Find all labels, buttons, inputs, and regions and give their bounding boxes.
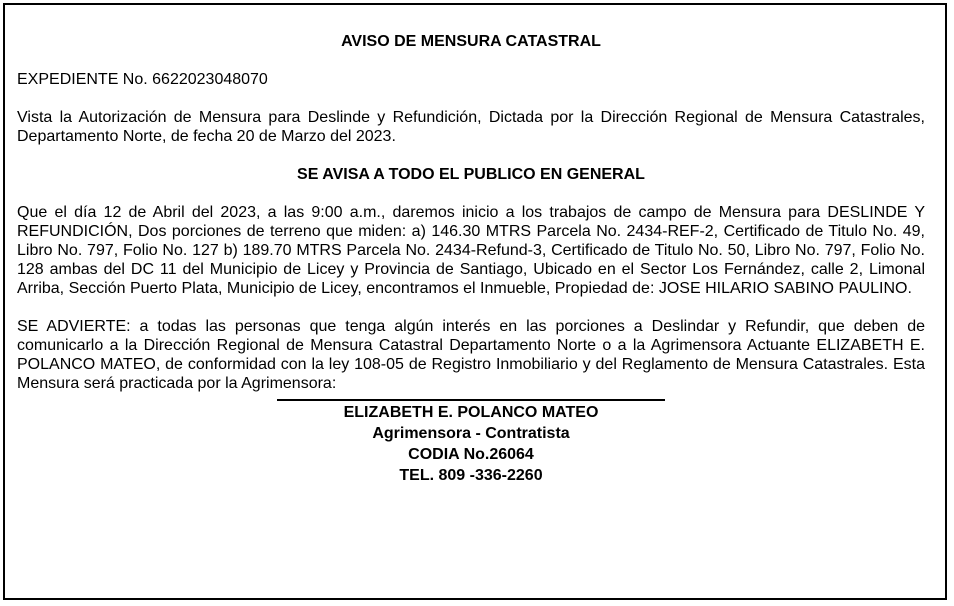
- notice-content: [17, 32, 925, 486]
- codia-number: CODIA No.26064: [408, 446, 534, 463]
- surveyor-name: ELIZABETH E. POLANCO MATEO: [343, 404, 599, 421]
- signature-block: [17, 402, 925, 486]
- signature-line: [277, 399, 665, 401]
- surveyor-role: Agrimensora - Contratista: [372, 425, 570, 442]
- survey-details-paragraph: Que el día 12 de Abril del 2023, a las 9:00 a.m., daremos inicio a los trabajos de campo de Mensura para DESLINDE Y REFUNDICIÓN, Dos porciones de terreno que miden: a) 146.30 MTRS Parcela No. 2434-REF-2, Certificado de Titulo No. 49, Libro No. 797, Folio No. 127 b) 189.70 MTRS Parcela No. 2434-Refund-3, Certificado de Titulo No. 50, Libro No. 797, Folio No. 128 ambas del DC 11 del Municipio de Licey y Provincia de Santiago, Ubicado en el Sector Los Fernández, calle 2, Limonal Arriba, Sección Puerto Plata, Municipio de Licey, encontramos el Inmueble, Propiedad de: JOSE HILARIO SABINO PAULINO.: [17, 204, 925, 297]
- notice-title: AVISO DE MENSURA CATASTRAL: [341, 33, 601, 50]
- public-notice-heading: SE AVISA A TODO EL PUBLICO EN GENERAL: [297, 166, 645, 183]
- authorization-paragraph: Vista la Autorización de Mensura para Deslinde y Refundición, Dictada por la Dirección Regional de Mensura Catastrales, Departamento Norte, de fecha 20 de Marzo del 2023.: [17, 109, 925, 145]
- warning-paragraph: SE ADVIERTE: a todas las personas que tenga algún interés en las porciones a Deslindar y Refundir, que deben de comunicarlo a la Dirección Regional de Mensura Catastral Departamento Norte o a la Agrimensora Actuante ELIZABETH E. POLANCO MATEO, de conformidad con la ley 108-05 de Registro Inmobiliario y del Reglamento de Mensura Catastrales. Esta Mensura será practicada por la Agrimensora:: [17, 318, 925, 392]
- expediente-number: EXPEDIENTE No. 6622023048070: [17, 71, 268, 88]
- telephone-number: TEL. 809 -336-2260: [399, 467, 543, 484]
